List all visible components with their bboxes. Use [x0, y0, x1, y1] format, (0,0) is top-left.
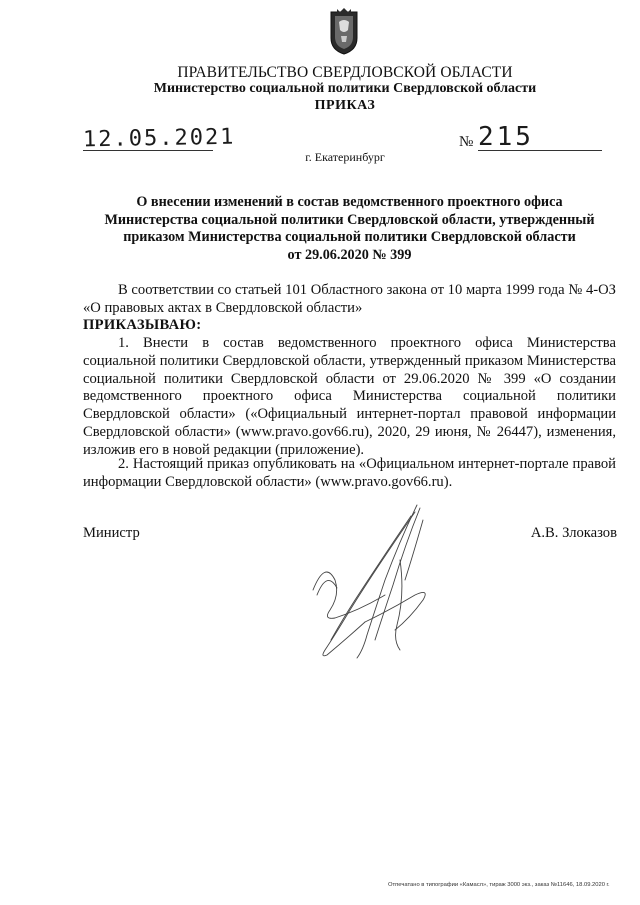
print-footnote: Отпечатано в типографии «Камасл», тираж 3000 экз., заказ №11646, 18.09.2020 г. [388, 882, 610, 888]
signatory-name: А.В. Злоказов [530, 525, 617, 541]
title-line-2: Министерства социальной политики Свердловской области, утвержденный [104, 211, 595, 228]
preamble-text: В соответствии со статьей 101 Областного закона от 10 марта 1999 года № 4-ОЗ «О правовых актах в Свердловской области» [83, 282, 616, 316]
title-line-4: от 29.06.2020 № 399 [287, 246, 412, 263]
handwritten-number: 215 [478, 122, 534, 152]
document-type-heading: ПРИКАЗ [314, 98, 376, 113]
item-1-text: 1. Внести в состав ведомственного проектного офиса Министерства социальной политики Свердловской области, утвержденный приказом Министерства социальной политики Свердловской области от 29.06.2020 № 399 «О создании ведомственного проектного офиса Министерства социальной политики Свердловской области» («Официальный интернет-портал правовой информации Свердловской области» (www.pravo.gov66.ru), 2020, 29 июня, № 26447), изменения, изложив его в новой редакции (приложение). [83, 335, 616, 458]
title-line-1: О внесении изменений в состав ведомственного проектного офиса [136, 194, 563, 210]
coat-of-arms-emblem [327, 8, 361, 56]
orders-word: ПРИКАЗЫВАЮ: [83, 317, 202, 333]
item-1-paragraph [83, 335, 616, 460]
handwritten-date: 12.05.2021 [82, 124, 236, 153]
handwritten-signature [305, 500, 440, 665]
title-line-3: приказом Министерства социальной политики Свердловской области [123, 229, 576, 246]
document-title [82, 194, 617, 264]
preamble-paragraph [83, 282, 616, 318]
item-2-text: 2. Настоящий приказ опубликовать на «Официальном интернет-портале правой информации Свердловской области» (www.pravo.gov66.ru). [83, 456, 616, 490]
number-label: № [459, 134, 474, 150]
government-heading: ПРАВИТЕЛЬСТВО СВЕРДЛОВСКОЙ ОБЛАСТИ [177, 64, 513, 81]
ministry-heading: Министерство социальной политики Свердловской области [153, 81, 537, 96]
signatory-position: Министр [83, 525, 140, 541]
city-line: г. Екатеринбург [305, 150, 385, 164]
item-2-paragraph [83, 456, 616, 492]
